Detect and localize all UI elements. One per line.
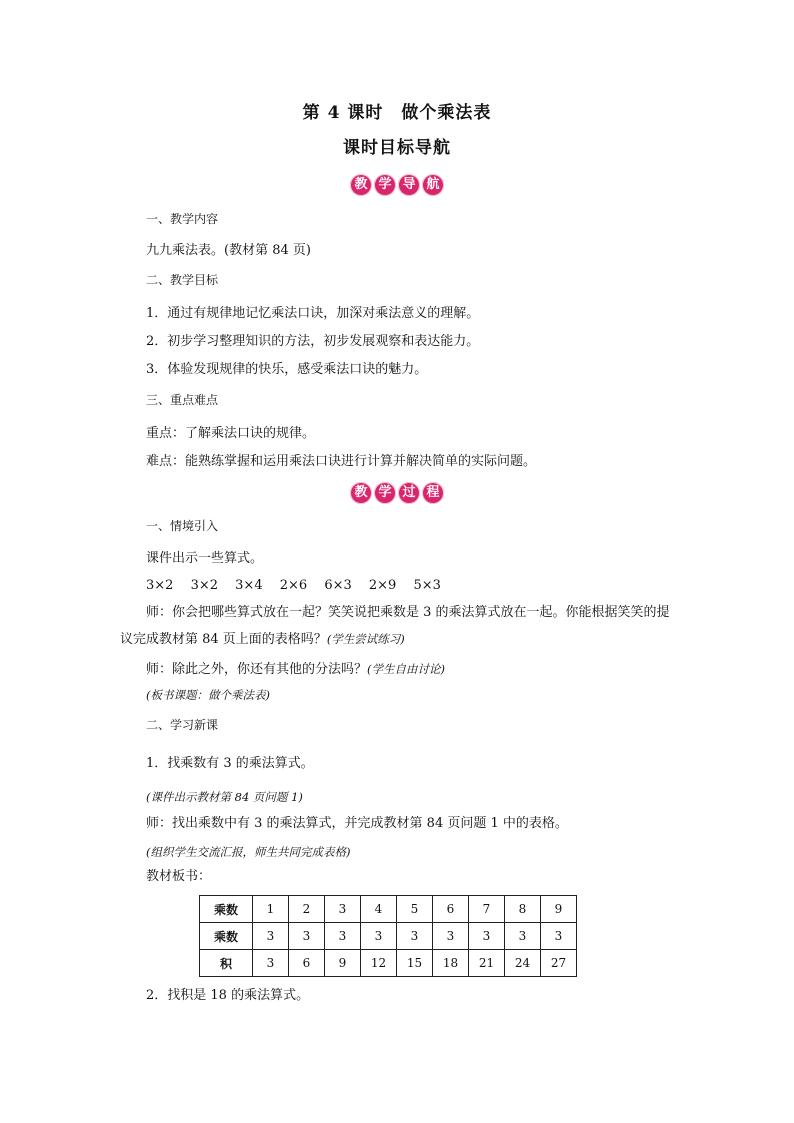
board-title-note: (板书课题：做个乘法表) [146,688,270,702]
table-cell: 3 [325,923,361,950]
table-cell: 6 [289,950,325,977]
table-row [200,896,577,923]
section-heading: 二、学习新课 [146,718,219,732]
table-cell: 21 [469,950,505,977]
table-cell: 1 [253,896,289,923]
badge-char: 教 [350,174,372,196]
table-cell: 27 [541,950,577,977]
table-cell: 3 [361,923,397,950]
teacher-text: 师：除此之外，你还有其他的分法吗？ [146,662,368,677]
table-cell: 8 [505,896,541,923]
teacher-text: 师：你会把哪些算式放在一起？笑笑说把乘数是 3 的乘法算式放在一起。你能根据笑笑的提议完成教材第 84 页上面的表格吗？ [120,605,670,647]
teacher-note: (组织学生交流汇报，师生共同完成表格) [146,845,351,859]
step-item: 1．找乘数有 3 的乘法算式。 [146,756,314,771]
goal-item: 3．体验发现规律的快乐，感受乘法口诀的魅力。 [146,362,428,377]
table-cell: 15 [397,950,433,977]
step-note: (课件出示教材第 84 页问题 1) [146,790,303,804]
formula-list [146,577,454,595]
teacher-paragraph [146,660,445,679]
table-cell: 9 [325,950,361,977]
paragraph: 九九乘法表。(教材第 84 页) [146,243,311,258]
row-header: 乘数 [200,923,253,950]
paragraph: 重点：了解乘法口诀的规律。 [146,426,316,441]
lesson-subtitle: 课时目标导航 [343,138,451,158]
table-cell: 2 [289,896,325,923]
formula: 3×2 [146,578,174,593]
step-item: 2．找积是 18 的乘法算式。 [146,988,310,1003]
table-cell: 9 [541,896,577,923]
table-cell: 6 [433,896,469,923]
table-row [200,950,577,977]
teacher-note: (学生自由讨论) [367,662,445,676]
badge-char: 学 [374,482,396,504]
teacher-note: (学生尝试练习) [326,632,405,646]
table-cell: 4 [361,896,397,923]
table-cell: 3 [541,923,577,950]
formula: 3×4 [235,578,263,593]
table-cell: 3 [253,923,289,950]
table-cell: 3 [433,923,469,950]
lesson-title: 第 4 课时 做个乘法表 [302,103,492,123]
table-cell: 24 [505,950,541,977]
teacher-paragraph: 师：找出乘数中有 3 的乘法算式，并完成教材第 84 页问题 1 中的表格。 [146,816,568,831]
paragraph: 课件出示一些算式。 [146,551,264,566]
goal-item: 2．初步学习整理知识的方法，初步发展观察和表达能力。 [146,334,480,349]
paragraph: 难点：能熟练掌握和运用乘法口诀进行计算并解决简单的实际问题。 [146,454,537,469]
badge-char: 程 [422,482,444,504]
teacher-paragraph [120,600,680,653]
table-cell: 5 [397,896,433,923]
section-heading: 二、教学目标 [146,273,219,287]
row-header: 积 [200,950,253,977]
badge-char: 教 [350,482,372,504]
table-row [200,923,577,950]
table-cell: 3 [397,923,433,950]
formula: 2×6 [279,578,308,593]
formula: 2×9 [368,578,397,593]
board-label: 教材板书： [146,869,212,884]
badge-char: 导 [398,174,420,196]
formula: 6×3 [324,578,352,593]
table-cell: 3 [253,950,289,977]
section-heading: 一、情境引入 [146,519,219,533]
table-cell: 3 [505,923,541,950]
formula: 5×3 [413,578,441,593]
badge-char: 过 [398,482,420,504]
goal-item: 1．通过有规律地记忆乘法口诀，加深对乘法意义的理解。 [146,306,480,321]
badge-char: 航 [422,174,444,196]
badge-guide [0,174,794,196]
section-heading: 一、教学内容 [146,212,219,226]
row-header: 乘数 [200,896,253,923]
table-cell: 3 [469,923,505,950]
table-cell: 3 [325,896,361,923]
badge-process [0,482,794,504]
multiplication-table [199,895,577,977]
table-cell: 3 [289,923,325,950]
badge-char: 学 [374,174,396,196]
table-cell: 7 [469,896,505,923]
table-cell: 18 [433,950,469,977]
table-cell: 12 [361,950,397,977]
formula: 3×2 [190,578,219,593]
section-heading: 三、重点难点 [146,393,219,407]
